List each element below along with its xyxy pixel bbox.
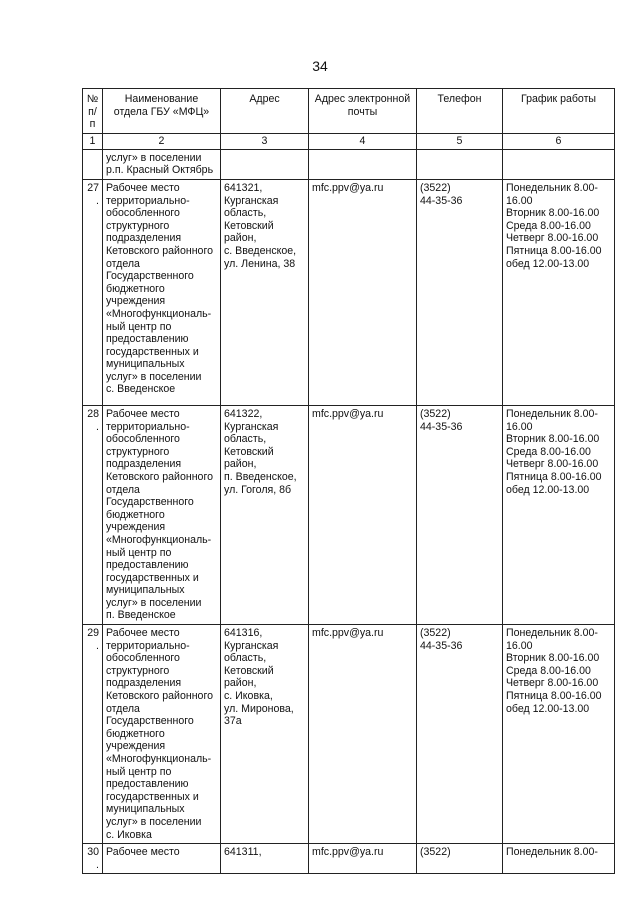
phone-cell: (3522) [417,844,503,874]
table-row [83,844,615,874]
schedule-cell: Понедельник 8.00- 16.00 Вторник 8.00-16.00 Среда 8.00-16.00 Четверг 8.00-16.00 Пятница 8.00-16.00 обед 12.00-13.00 [503,625,615,844]
email-cell: mfc.ppv@ya.ru [309,179,417,405]
email-cell: mfc.ppv@ya.ru [309,844,417,874]
email-cell: mfc.ppv@ya.ru [309,405,417,624]
table-row [83,405,615,624]
column-number: 4 [309,133,417,149]
table-row [83,179,615,405]
column-number: 1 [83,133,103,149]
address-cell [221,149,309,179]
department-name-cell: Рабочее место территориально- обособленного структурного подразделения Кетовского районного отдела Государственного бюджетного учреждения «Многофункциональ- ный центр по предоставлению государственных и муниципальных услуг» в поселении с. Иковка [103,625,221,844]
schedule-cell: Понедельник 8.00- 16.00 Вторник 8.00-16.00 Среда 8.00-16.00 Четверг 8.00-16.00 Пятница 8.00-16.00 обед 12.00-13.00 [503,405,615,624]
continuation-row [83,149,615,179]
phone-cell: (3522) 44-35-36 [417,405,503,624]
address-cell: 641316, Курганская область, Кетовский район, с. Иковка, ул. Миронова, 37а [221,625,309,844]
department-name-cell: Рабочее место территориально- обособленного структурного подразделения Кетовского районного отдела Государственного бюджетного учреждения «Многофункциональ- ный центр по предоставлению государственных и муниципальных услуг» в поселении п. Введенское [103,405,221,624]
header-address: Адрес [221,89,309,134]
column-number: 2 [103,133,221,149]
row-number-cell: 30. [83,844,103,874]
email-cell [309,149,417,179]
address-cell: 641322, Курганская область, Кетовский район, п. Введенское, ул. Гоголя, 8б [221,405,309,624]
header-number: № п/п [83,89,103,134]
phone-cell: (3522) 44-35-36 [417,625,503,844]
column-number: 5 [417,133,503,149]
schedule-cell: Понедельник 8.00- 16.00 Вторник 8.00-16.00 Среда 8.00-16.00 Четверг 8.00-16.00 Пятница 8.00-16.00 обед 12.00-13.00 [503,179,615,405]
column-number: 6 [503,133,615,149]
row-number-cell: 27. [83,179,103,405]
page-number: 34 [312,58,328,74]
column-numbers-row [83,133,615,149]
header-email: Адрес электронной почты [309,89,417,134]
department-name-cell: услуг» в поселении р.п. Красный Октябрь [103,149,221,179]
header-department-name: Наименование отдела ГБУ «МФЦ» [103,89,221,134]
address-cell: 641321, Курганская область, Кетовский район, с. Введенское, ул. Ленина, 38 [221,179,309,405]
address-cell: 641311, [221,844,309,874]
table-header-row [83,89,615,134]
department-name-cell: Рабочее место [103,844,221,874]
email-cell: mfc.ppv@ya.ru [309,625,417,844]
header-schedule: График работы [503,89,615,134]
department-name-cell: Рабочее место территориально- обособленного структурного подразделения Кетовского районного отдела Государственного бюджетного учреждения «Многофункциональ- ный центр по предоставлению государственных и муниципальных услуг» в поселении с. Введенское [103,179,221,405]
header-phone: Телефон [417,89,503,134]
mfc-offices-table [82,88,615,874]
column-number: 3 [221,133,309,149]
schedule-cell [503,149,615,179]
row-number-cell [83,149,103,179]
row-number-cell: 28. [83,405,103,624]
phone-cell: (3522) 44-35-36 [417,179,503,405]
row-number-cell: 29. [83,625,103,844]
phone-cell [417,149,503,179]
table-row [83,625,615,844]
schedule-cell: Понедельник 8.00- [503,844,615,874]
